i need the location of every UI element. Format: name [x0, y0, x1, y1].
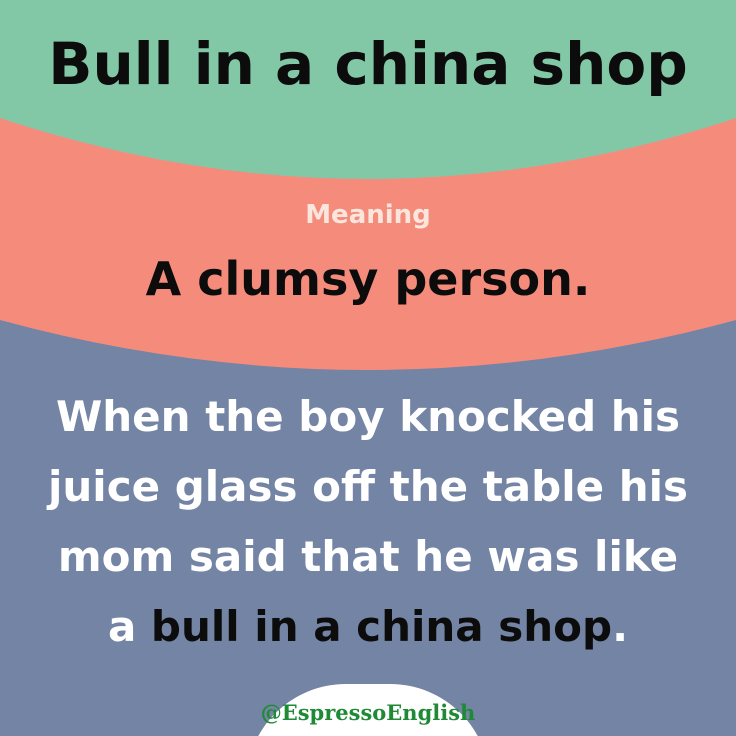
idiom-title: Bull in a china shop: [48, 30, 688, 98]
credit-handle[interactable]: @EspressoEnglish: [260, 700, 476, 725]
meaning-text: A clumsy person.: [145, 252, 591, 306]
meaning-label: Meaning: [305, 200, 431, 230]
example-highlight: bull in a china shop: [150, 602, 613, 651]
example-text-start: When the boy knocked his juice glass off the table his mom said that he was like a: [48, 392, 688, 651]
example-sentence: [40, 382, 696, 662]
example-text-end: .: [612, 602, 629, 651]
